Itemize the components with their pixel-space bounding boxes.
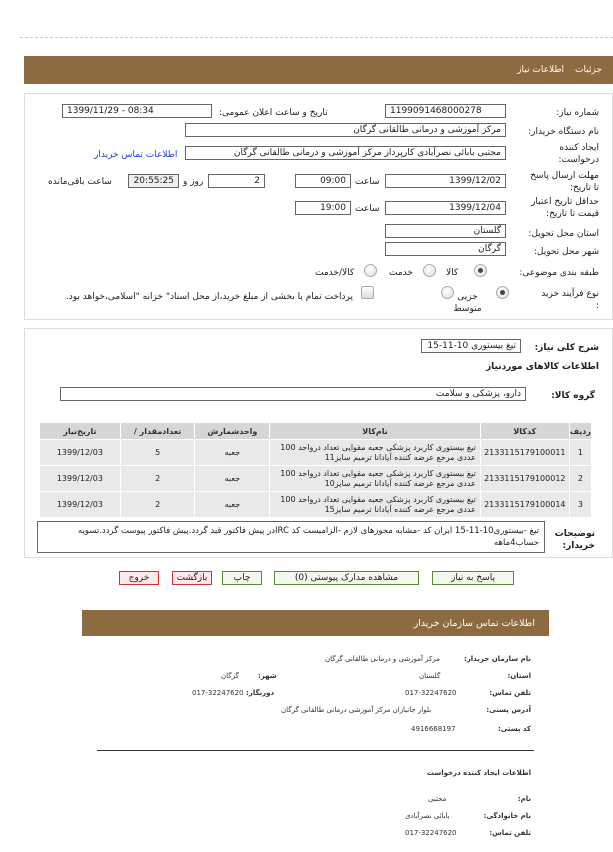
category-goods-label: کالا (446, 268, 459, 278)
buyer-label: نام دستگاه خریدار: (528, 127, 599, 137)
contact-province-value: گلستان (419, 672, 441, 680)
process-label: نوع فرآیند خرید : (541, 289, 599, 311)
cell-qty: 5 (120, 440, 195, 466)
col-code: کدکالا (480, 423, 569, 440)
cell-unit: جعبه (195, 492, 270, 518)
contact-address-label: آدرس پستی: (486, 706, 531, 714)
buyer-contact-link[interactable]: اطلاعات تماس خریدار (94, 150, 178, 160)
contact-header (82, 610, 549, 636)
creator-info-title: اطلاعات ایجاد کننده درخواست (426, 769, 531, 777)
cell-code: 2133115179100012 (480, 466, 569, 492)
general-desc-field: تیغ بیستوری 10-11-15 (421, 339, 521, 353)
category-service-radio[interactable] (423, 264, 436, 277)
buyer-notes-label: توضیحات خریدار: (554, 529, 595, 551)
creator-name-label: نام: (517, 795, 531, 803)
cell-code: 2133115179100014 (480, 492, 569, 518)
payment-note: پرداخت تمام یا بخشی از مبلغ خرید،از محل اسناد" خزانه "اسلامی،خواهد بود. (65, 292, 353, 302)
goods-group-label: گروه کالا: (551, 391, 595, 401)
process-small-radio[interactable] (496, 286, 509, 299)
need-number-label: شماره نیاز: (556, 108, 599, 118)
remaining-label: ساعت باقی‌مانده (48, 177, 112, 187)
exit-button[interactable]: خروج (119, 571, 159, 585)
col-date: تاریخ‌نیاز (40, 423, 121, 440)
cell-date: 1399/12/03 (40, 492, 121, 518)
tab-need-info[interactable]: اطلاعات نیاز (517, 65, 564, 75)
province-label: استان محل تحویل: (528, 229, 599, 239)
creator-name-value: مجتبی (428, 795, 447, 803)
back-button[interactable]: بازگشت (172, 571, 212, 585)
cell-name: تیغ بیستوری کاربرد پزشکی جعبه مقوایی تعداد درواحد 100 عددی مرجع عرضه کننده آیادانا ترمیم سایز15 (270, 492, 481, 518)
cell-date: 1399/12/03 (40, 466, 121, 492)
remaining-time-field: 20:55:25 (128, 174, 179, 188)
province-field: گلستان (385, 224, 506, 238)
category-service-label: خدمت (389, 268, 413, 278)
creator-phone-value: 017-32247620 (405, 829, 457, 837)
contact-phone-label: تلفن تماس: (489, 689, 531, 697)
details-header (24, 56, 613, 84)
print-button[interactable]: چاپ (222, 571, 262, 585)
goods-info-title: اطلاعات کالاهای موردنیاز (485, 362, 599, 372)
creator-field: مجتبی بابائی نصرآبادی کارپرداز مرکز آموزشی و درمانی طالقانی گرگان (185, 146, 506, 160)
deadline-label: مهلت ارسال پاسخ تا تاریخ: (530, 171, 599, 193)
contact-address-value: بلوار جانبازان مرکز آموزشی درمانی طالقانی گرگان (281, 706, 432, 714)
attachments-button[interactable]: مشاهده مدارک پیوستی (0) (274, 571, 419, 585)
buyer-notes-field: تیغ -بیستوری10-11-15 ایران کد -مشابه مجوزهای لازم -الزامیست کد IRCدر پیش فاکتور قید گردد.پیش فاکتور پیوست گردد.تسویه حساب4ماهه (37, 521, 545, 553)
cell-name: تیغ بیستوری کاربرد پزشکی جعبه مقوایی تعداد درواحد 100 عددی مرجع عرضه کننده آیادانا ترمیم سایز10 (270, 466, 481, 492)
contact-title: اطلاعات تماس سازمان خریدار (413, 618, 535, 629)
creator-family-label: نام خانوادگی: (483, 812, 531, 820)
cell-code: 2133115179100011 (480, 440, 569, 466)
category-both-label: کالا/خدمت (315, 268, 355, 278)
cell-row: 2 (569, 466, 591, 492)
org-name-value: مرکز آموزشی و درمانی طالقانی گرگان (325, 655, 440, 663)
announce-label: تاریخ و ساعت اعلان عمومی: (219, 108, 328, 118)
contact-fax-value: 017-32247620 (192, 689, 244, 697)
deadline-date-field: 1399/12/02 (385, 174, 506, 188)
reply-button[interactable]: پاسخ به نیاز (432, 571, 514, 585)
cell-date: 1399/12/03 (40, 440, 121, 466)
table-row (40, 466, 592, 492)
top-divider (20, 37, 613, 38)
contact-city-value: گرگان (221, 672, 239, 680)
validity-date-field: 1399/12/04 (385, 201, 506, 215)
table-row (40, 492, 592, 518)
org-name-label: نام سازمان خریدار: (463, 655, 531, 663)
creator-label: ایجاد کننده درخواست: (558, 143, 599, 165)
contact-postal-value: 4916668197 (411, 725, 456, 733)
need-number-field: 1199091468000278 (385, 104, 506, 118)
contact-province-label: استان: (507, 672, 531, 680)
buyer-field: مرکز آموزشی و درمانی طالقانی گرگان (185, 123, 506, 137)
contact-postal-label: کد پستی: (497, 725, 531, 733)
cell-qty: 2 (120, 492, 195, 518)
cell-row: 3 (569, 492, 591, 518)
announce-field: 1399/11/29 - 08:34 (62, 104, 212, 118)
cell-row: 1 (569, 440, 591, 466)
category-both-radio[interactable] (364, 264, 377, 277)
col-unit: واحدشمارش (195, 423, 270, 440)
contact-divider (97, 750, 534, 751)
contact-fax-label: دورنگار: (246, 689, 275, 697)
general-desc-label: شرح کلی نیاز: (534, 343, 599, 353)
cell-qty: 2 (120, 466, 195, 492)
process-type-label: جزیی متوسط (453, 292, 482, 314)
tab-details[interactable]: جزئیات (575, 65, 602, 75)
creator-family-value: بابائی نصرآبادی (405, 812, 450, 820)
validity-time-field: 19:00 (295, 201, 351, 215)
col-name: نام‌کالا (270, 423, 481, 440)
deadline-time-label: ساعت (355, 177, 380, 187)
category-label: طبقه بندی موضوعی: (519, 268, 599, 278)
category-goods-radio[interactable] (474, 264, 487, 277)
items-table (39, 422, 592, 518)
goods-group-field: دارو، پزشکی و سلامت (60, 387, 526, 401)
col-row: ردیف (569, 423, 591, 440)
table-row (40, 440, 592, 466)
days-label: روز و (183, 177, 204, 187)
validity-time-label: ساعت (355, 204, 380, 214)
table-header-row (40, 423, 592, 440)
city-label: شهر محل تحویل: (533, 247, 599, 257)
creator-phone-label: تلفن تماس: (489, 829, 531, 837)
cell-unit: جعبه (195, 466, 270, 492)
days-field: 2 (208, 174, 265, 188)
contact-phone-value: 017-32247620 (405, 689, 457, 697)
deadline-time-field: 09:00 (295, 174, 351, 188)
col-qty: تعدادمقدار / (120, 423, 195, 440)
contact-city-label: شهر: (258, 672, 277, 680)
validity-label: حداقل تاریخ اعتبار قیمت تا تاریخ: (531, 197, 599, 219)
treasury-checkbox[interactable] (361, 286, 374, 299)
cell-unit: جعبه (195, 440, 270, 466)
city-field: گرگان (385, 242, 506, 256)
cell-name: تیغ بیستوری کاربرد پزشکی جعبه مقوایی تعداد درواحد 100 عددی مرجع عرضه کننده آیادانا ترمیم سایز11 (270, 440, 481, 466)
